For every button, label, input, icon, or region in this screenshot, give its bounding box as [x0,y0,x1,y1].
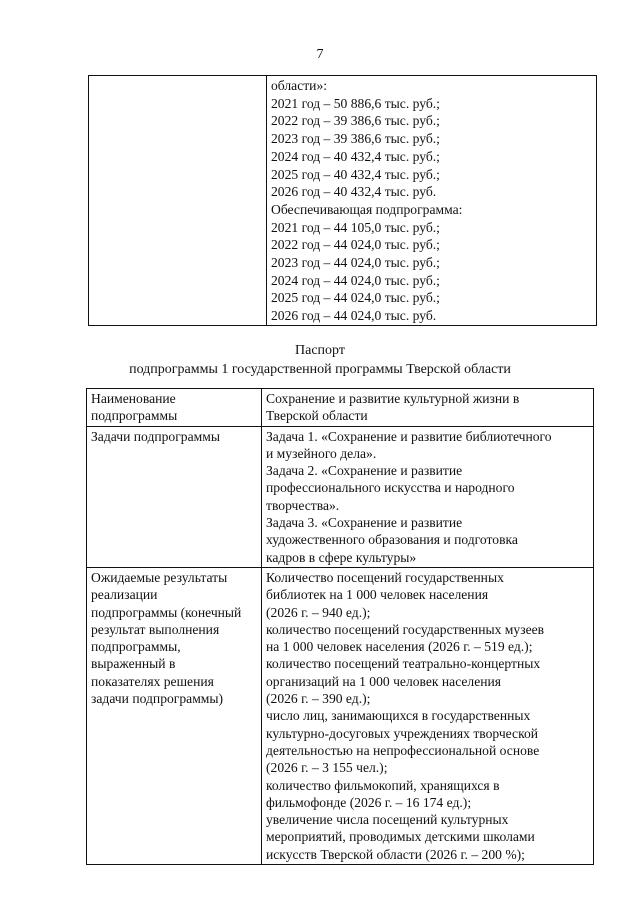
row-label-line: показателях решения [91,673,214,689]
funding-label-cell [89,76,267,326]
row-value-line: Тверской области [266,408,368,424]
row-value-line: и музейного дела». [266,445,377,461]
row-value-line: фильмофонде (2026 г. – 16 174 ед.); [266,794,472,810]
row-value-line: творчества». [266,497,340,513]
row-value-line: организаций на 1 000 человек населения [266,673,502,689]
row-label-cell [87,426,262,567]
row-value-line: (2026 г. – 3 155 чел.); [266,760,388,776]
row-value-cell [262,567,594,864]
row-value-line: количество посещений театрально-концертных [266,656,541,672]
row-value-line: искусств Тверской области (2026 г. – 200 %); [266,846,525,862]
passport-title: Паспорт [295,343,345,358]
row-label-line: подпрограммы (конечный [91,604,242,620]
funding-line: 2021 год – 44 105,0 тыс. руб.; [271,219,440,235]
row-value-line: библиотек на 1 000 человек населения [266,587,489,603]
row-label-line: Ожидаемые результаты [91,569,228,585]
row-label-line: Наименование [91,391,176,406]
row-value-line: художественного образования и подготовка [266,532,518,548]
row-value-cell [262,389,594,427]
funding-lines [267,76,596,325]
passport-table [86,388,594,865]
funding-line: 2025 год – 40 432,4 тыс. руб.; [271,166,440,182]
funding-line: 2025 год – 44 024,0 тыс. руб.; [271,290,440,306]
funding-line: 2023 год – 39 386,6 тыс. руб.; [271,131,440,147]
row-value-line: Количество посещений государственных [266,569,504,585]
row-value-line: (2026 г. – 940 ед.); [266,604,371,620]
row-value-line: Задача 1. «Сохранение и развитие библиотечного [266,428,552,444]
funding-line: области»: [271,78,328,93]
row-value-line: увеличение числа посещений культурных [266,812,509,828]
expected-results-row [87,567,594,864]
passport-subtitle: подпрограммы 1 государственной программы Тверской области [129,362,511,377]
row-label-line: задачи подпрограммы) [91,691,224,707]
row-label-line: результат выполнения [91,621,220,637]
row-value-line: (2026 г. – 390 ед.); [266,691,371,707]
row-label-line: Задачи подпрограммы [91,428,220,444]
row-value-line: кадров в сфере культуры» [266,549,417,565]
row-value-line: мероприятий, проводимых детскими школами [266,829,535,845]
row-label-line: реализации [91,587,158,603]
subprogram-name-row [87,389,594,427]
funding-values-cell [267,76,597,326]
funding-table-continuation [88,75,597,326]
row-value-line: Сохранение и развитие культурной жизни в [266,391,520,406]
funding-line: 2021 год – 50 886,6 тыс. руб.; [271,95,440,111]
row-value-line: количество фильмокопий, хранящихся в [266,777,500,793]
row-label-line: подпрограммы [91,408,178,424]
row-label-line: подпрограммы, [91,639,181,655]
funding-line: 2024 год – 40 432,4 тыс. руб.; [271,148,440,164]
funding-line: 2022 год – 39 386,6 тыс. руб.; [271,113,440,129]
row-value-line: Задача 3. «Сохранение и развитие [266,515,463,531]
funding-line: 2022 год – 44 024,0 тыс. руб.; [271,237,440,253]
row-value-line: число лиц, занимающихся в государственных [266,708,531,724]
row-value-line: профессионального искусства и народного [266,480,515,496]
funding-line: Обеспечивающая подпрограмма: [271,201,463,217]
funding-line: 2024 год – 44 024,0 тыс. руб.; [271,272,440,288]
row-value-line: деятельностью на непрофессиональной основе [266,742,540,758]
row-value-line: на 1 000 человек населения (2026 г. – 519 ед.); [266,639,533,655]
row-label-line: выраженный в [91,656,176,672]
funding-line: 2026 год – 40 432,4 тыс. руб. [271,184,437,200]
row-value-line: культурно-досуговых учреждениях творческой [266,725,539,741]
subprogram-tasks-row [87,426,594,567]
page-number: 7 [316,47,324,62]
row-value-line: Задача 2. «Сохранение и развитие [266,463,463,479]
funding-line: 2026 год – 44 024,0 тыс. руб. [271,308,437,324]
row-label-cell [87,567,262,864]
funding-line: 2023 год – 44 024,0 тыс. руб.; [271,255,440,271]
row-label-cell [87,389,262,427]
row-value-line: количество посещений государственных музеев [266,621,545,637]
row-value-cell [262,426,594,567]
